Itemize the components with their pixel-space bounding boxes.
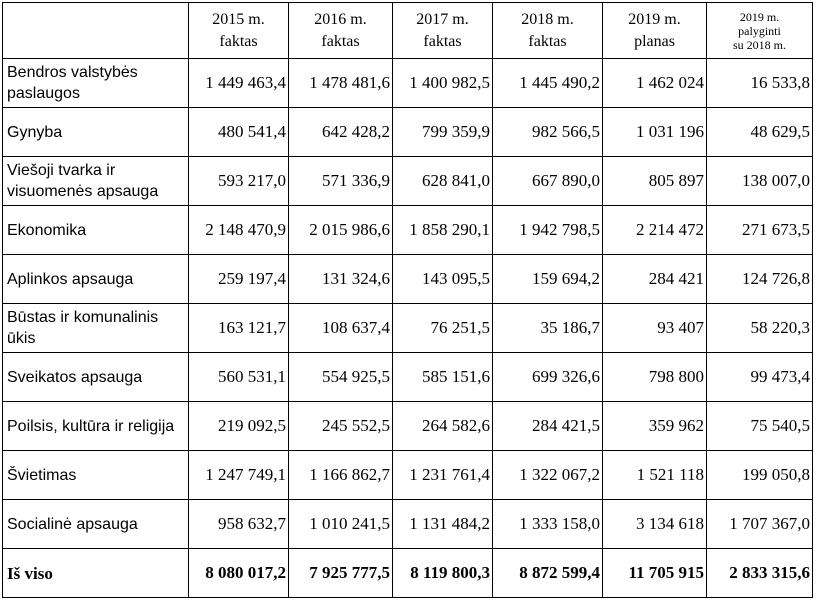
value-cell: 805 897	[603, 157, 707, 206]
row-label: Sveikatos apsauga	[3, 353, 189, 402]
value-cell: 93 407	[603, 304, 707, 353]
value-cell: 1 010 241,5	[289, 500, 393, 549]
value-cell: 799 359,9	[393, 108, 493, 157]
value-cell: 1 031 196	[603, 108, 707, 157]
value-cell: 1 521 118	[603, 451, 707, 500]
header-2018	[493, 3, 603, 59]
header-2017	[393, 3, 493, 59]
value-cell: 560 531,1	[189, 353, 289, 402]
row-label: Socialinė apsauga	[3, 500, 189, 549]
value-cell: 480 541,4	[189, 108, 289, 157]
row-label: Aplinkos apsauga	[3, 255, 189, 304]
value-cell: 593 217,0	[189, 157, 289, 206]
value-cell: 982 566,5	[493, 108, 603, 157]
value-cell: 958 632,7	[189, 500, 289, 549]
header-2015	[189, 3, 289, 59]
header-2017-label: 2017 m. faktas	[416, 10, 469, 50]
value-cell: 1 322 067,2	[493, 451, 603, 500]
value-cell: 1 942 798,5	[493, 206, 603, 255]
value-cell: 219 092,5	[189, 402, 289, 451]
value-cell: 2 148 470,9	[189, 206, 289, 255]
value-cell: 571 336,9	[289, 157, 393, 206]
value-cell: 7 925 777,5	[289, 549, 393, 598]
value-cell: 245 552,5	[289, 402, 393, 451]
header-2016	[289, 3, 393, 59]
value-cell: 11 705 915	[603, 549, 707, 598]
table-row	[3, 500, 813, 549]
value-cell: 1 858 290,1	[393, 206, 493, 255]
value-cell: 667 890,0	[493, 157, 603, 206]
value-cell: 1 166 862,7	[289, 451, 393, 500]
value-cell: 1 333 158,0	[493, 500, 603, 549]
value-cell: 3 134 618	[603, 500, 707, 549]
total-row	[3, 549, 813, 598]
value-cell: 554 925,5	[289, 353, 393, 402]
value-cell: 48 629,5	[707, 108, 813, 157]
header-empty	[3, 3, 189, 59]
header-2016-label: 2016 m. faktas	[314, 10, 367, 50]
header-2018-label: 2018 m. faktas	[521, 10, 574, 50]
table-row	[3, 157, 813, 206]
row-label: Bendros valstybės paslaugos	[3, 59, 189, 108]
value-cell: 2 833 315,6	[707, 549, 813, 598]
header-2015-label: 2015 m. faktas	[212, 10, 265, 50]
row-label: Iš viso	[3, 549, 189, 598]
header-row	[3, 3, 813, 59]
value-cell: 1 449 463,4	[189, 59, 289, 108]
row-label: Gynyba	[3, 108, 189, 157]
table-row	[3, 255, 813, 304]
table-row	[3, 59, 813, 108]
value-cell: 284 421,5	[493, 402, 603, 451]
value-cell: 1 462 024	[603, 59, 707, 108]
row-label: Ekonomika	[3, 206, 189, 255]
value-cell: 75 540,5	[707, 402, 813, 451]
value-cell: 798 800	[603, 353, 707, 402]
value-cell: 1 707 367,0	[707, 500, 813, 549]
value-cell: 108 637,4	[289, 304, 393, 353]
header-2019	[603, 3, 707, 59]
value-cell: 163 121,7	[189, 304, 289, 353]
value-cell: 8 080 017,2	[189, 549, 289, 598]
value-cell: 8 872 599,4	[493, 549, 603, 598]
value-cell: 16 533,8	[707, 59, 813, 108]
value-cell: 143 095,5	[393, 255, 493, 304]
value-cell: 199 050,8	[707, 451, 813, 500]
value-cell: 259 197,4	[189, 255, 289, 304]
value-cell: 642 428,2	[289, 108, 393, 157]
table-row	[3, 304, 813, 353]
value-cell: 2 214 472	[603, 206, 707, 255]
value-cell: 1 131 484,2	[393, 500, 493, 549]
budget-table	[2, 2, 813, 598]
row-label: Švietimas	[3, 451, 189, 500]
value-cell: 8 119 800,3	[393, 549, 493, 598]
header-2019-label: 2019 m. planas	[628, 10, 681, 50]
value-cell: 124 726,8	[707, 255, 813, 304]
value-cell: 99 473,4	[707, 353, 813, 402]
value-cell: 271 673,5	[707, 206, 813, 255]
row-label: Poilsis, kultūra ir religija	[3, 402, 189, 451]
value-cell: 159 694,2	[493, 255, 603, 304]
header-compare-label: 2019 m. palyginti su 2018 m.	[732, 9, 786, 52]
value-cell: 699 326,6	[493, 353, 603, 402]
value-cell: 1 231 761,4	[393, 451, 493, 500]
value-cell: 2 015 986,6	[289, 206, 393, 255]
table-row	[3, 108, 813, 157]
value-cell: 138 007,0	[707, 157, 813, 206]
row-label: Viešoji tvarka ir visuomenės apsauga	[3, 157, 189, 206]
table-row	[3, 451, 813, 500]
value-cell: 76 251,5	[393, 304, 493, 353]
value-cell: 585 151,6	[393, 353, 493, 402]
value-cell: 264 582,6	[393, 402, 493, 451]
value-cell: 131 324,6	[289, 255, 393, 304]
value-cell: 284 421	[603, 255, 707, 304]
table-row	[3, 402, 813, 451]
header-compare	[707, 3, 813, 59]
table-row	[3, 206, 813, 255]
value-cell: 1 478 481,6	[289, 59, 393, 108]
value-cell: 1 400 982,5	[393, 59, 493, 108]
value-cell: 359 962	[603, 402, 707, 451]
row-label: Būstas ir komunalinis ūkis	[3, 304, 189, 353]
table-body	[3, 59, 813, 598]
value-cell: 35 186,7	[493, 304, 603, 353]
value-cell: 58 220,3	[707, 304, 813, 353]
value-cell: 1 445 490,2	[493, 59, 603, 108]
table-row	[3, 353, 813, 402]
value-cell: 628 841,0	[393, 157, 493, 206]
value-cell: 1 247 749,1	[189, 451, 289, 500]
